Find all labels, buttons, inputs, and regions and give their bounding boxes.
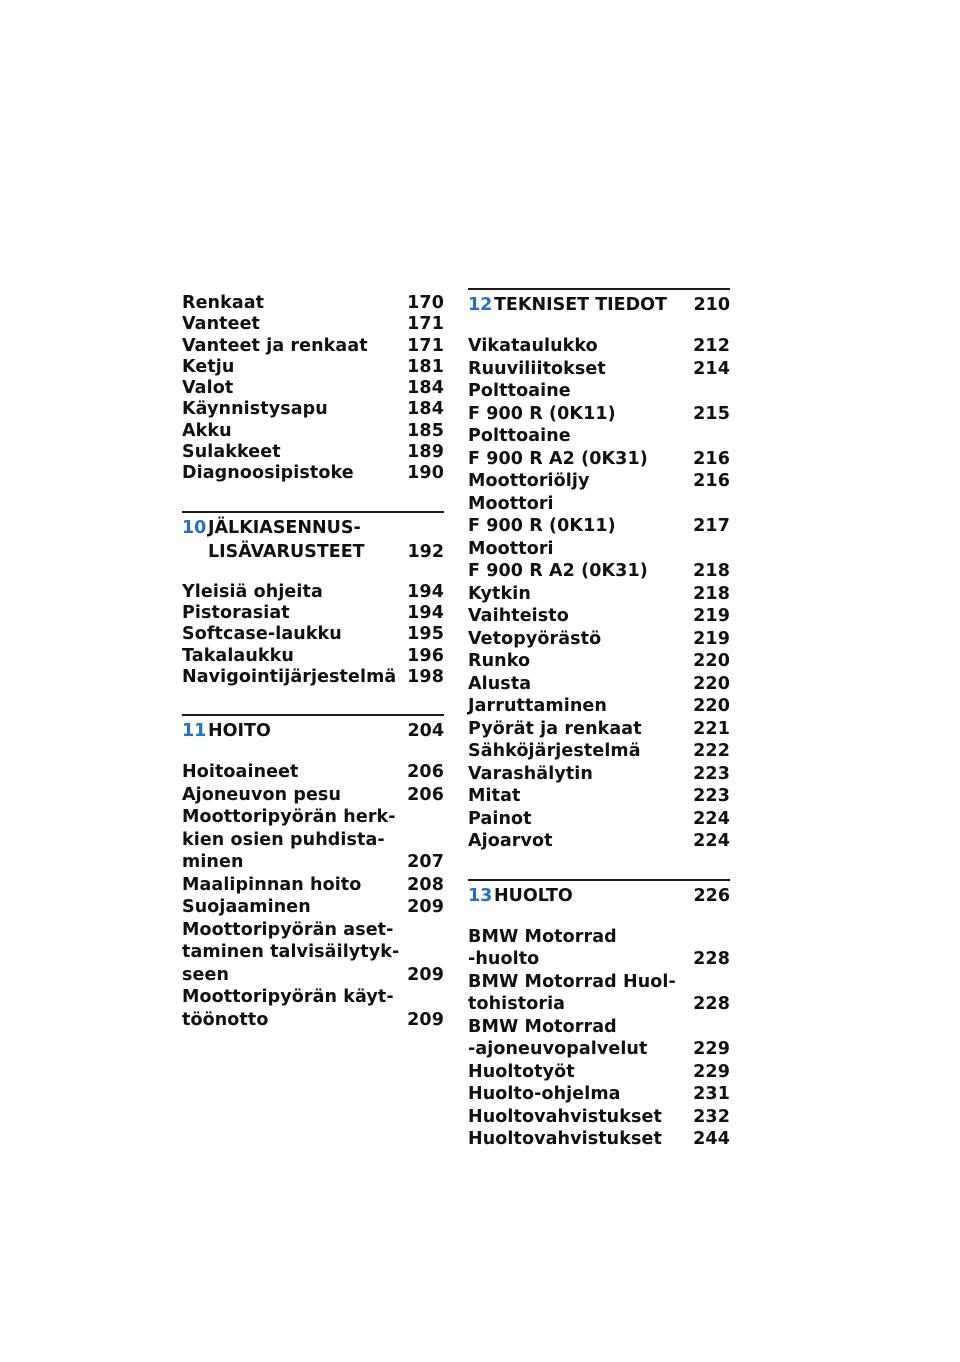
toc-entry-title: Painot — [468, 808, 532, 829]
toc-entry[interactable] — [182, 603, 444, 624]
toc-entry[interactable] — [468, 628, 730, 651]
section-12-heading[interactable] — [468, 293, 730, 317]
toc-entry[interactable] — [182, 314, 444, 335]
section-10-heading[interactable] — [182, 516, 444, 564]
toc-entry[interactable] — [468, 605, 730, 628]
toc-entry-page: 190 — [407, 463, 444, 484]
toc-entry[interactable] — [468, 515, 730, 538]
section-title-line1: JÄLKIASENNUS- — [208, 517, 361, 538]
toc-entry[interactable] — [182, 964, 444, 987]
toc-section-11 — [182, 714, 444, 1031]
toc-entry-title: Ketju — [182, 356, 235, 377]
toc-entry-title: Softcase-laukku — [182, 624, 342, 645]
toc-entry[interactable] — [468, 1016, 730, 1039]
toc-entry-title: Pyörät ja renkaat — [468, 718, 642, 739]
toc-entry-page: 229 — [693, 1061, 730, 1082]
toc-entry-title: taminen talvisäilytyk- — [182, 942, 400, 963]
toc-entry-title: Huoltovahvistukset — [468, 1129, 662, 1149]
toc-entry-page: 219 — [693, 628, 730, 649]
toc-entry-page: 171 — [407, 314, 444, 335]
section-page-number: 192 — [407, 541, 444, 562]
toc-entry-page: 223 — [693, 786, 730, 806]
toc-entry-title: F 900 R (0K11) — [468, 403, 616, 424]
section-number: 10 — [182, 517, 207, 538]
toc-entry-title: Valot — [182, 378, 234, 399]
toc-section-12 — [468, 288, 730, 853]
toc-entry-title: Jarruttaminen — [468, 696, 607, 716]
toc-entry[interactable] — [468, 403, 730, 426]
toc-entry[interactable] — [182, 646, 444, 667]
toc-entry-title: Navigointijärjestelmä — [182, 666, 397, 687]
toc-entry-page: 222 — [693, 741, 730, 761]
toc-entry[interactable] — [468, 1038, 730, 1061]
toc-entry-title: Polttoaine — [468, 426, 571, 446]
section-title: HUOLTO — [494, 885, 573, 906]
toc-entry-page: 206 — [407, 784, 444, 805]
toc-entry-page: 196 — [407, 645, 444, 666]
toc-entry-title: BMW Motorrad — [468, 926, 617, 947]
toc-entry-page: 244 — [693, 1129, 730, 1149]
toc-entry[interactable] — [468, 763, 730, 786]
toc-entry-title: Vetopyörästö — [468, 628, 602, 649]
toc-entry-title: Polttoaine — [468, 381, 571, 401]
section-page-number: 204 — [407, 721, 444, 742]
toc-entry-title: Käynnistysapu — [182, 399, 328, 420]
toc-entry-title: Moottoripyörän käyt- — [182, 987, 394, 1008]
toc-entry-title: Moottoriöljy — [468, 471, 590, 491]
toc-entry[interactable] — [182, 582, 444, 603]
toc-entry-title: seen — [182, 964, 230, 985]
toc-entry-title: kien osien puhdista- — [182, 829, 385, 850]
toc-entry-page: 181 — [407, 356, 444, 377]
section-11-entries — [182, 761, 444, 1031]
toc-entry-title: Vanteet ja renkaat — [182, 335, 368, 356]
toc-entry-page: 223 — [693, 763, 730, 784]
toc-entry[interactable] — [182, 336, 444, 357]
toc-entry[interactable] — [468, 830, 730, 853]
toc-entry-title: Runko — [468, 651, 531, 671]
toc-entry[interactable] — [182, 293, 444, 314]
toc-entry-title: Pistorasiat — [182, 602, 290, 623]
toc-entry-page: 217 — [693, 516, 730, 536]
toc-entry-page: 194 — [407, 602, 444, 623]
toc-entry-page: 198 — [407, 666, 444, 687]
toc-entry-page: 218 — [693, 583, 730, 604]
toc-entry[interactable] — [468, 470, 730, 493]
toc-entry-title: tohistoria — [468, 994, 566, 1014]
toc-entry[interactable] — [468, 808, 730, 831]
toc-entry-title: Sulakkeet — [182, 442, 281, 463]
toc-entry-title: -ajoneuvopalvelut — [468, 1039, 648, 1059]
toc-entry[interactable] — [468, 1061, 730, 1084]
toc-top-entries — [182, 293, 444, 485]
toc-entry-title: F 900 R A2 (0K31) — [468, 561, 648, 581]
toc-entry[interactable] — [182, 399, 444, 420]
toc-entry-title: Ajoneuvon pesu — [182, 784, 342, 805]
toc-left-column — [182, 293, 444, 1031]
toc-entry-page: 212 — [693, 336, 730, 356]
toc-entry[interactable] — [468, 1106, 730, 1129]
toc-entry[interactable] — [182, 829, 444, 852]
toc-entry-title: -huolto — [468, 949, 540, 969]
toc-entry[interactable] — [468, 926, 730, 949]
toc-entry-title: BMW Motorrad — [468, 1016, 617, 1037]
toc-entry[interactable] — [468, 358, 730, 381]
toc-entry-page: 206 — [407, 762, 444, 783]
toc-entry-page: 224 — [693, 831, 730, 851]
toc-entry-title: Huolto-ohjelma — [468, 1084, 621, 1104]
toc-entry[interactable] — [182, 378, 444, 399]
toc-entry[interactable] — [182, 896, 444, 919]
toc-entry[interactable] — [182, 357, 444, 378]
toc-entry-title: F 900 R (0K11) — [468, 516, 616, 536]
toc-entry-title: Moottoripyörän herk- — [182, 807, 396, 828]
section-title: TEKNISET TIEDOT — [494, 295, 667, 315]
toc-entry-page: 171 — [407, 335, 444, 356]
toc-entry-title: Kytkin — [468, 583, 531, 604]
toc-entry[interactable] — [182, 784, 444, 807]
toc-entry-page: 220 — [693, 673, 730, 694]
toc-entry-title: Akku — [182, 420, 232, 441]
toc-entry[interactable] — [468, 425, 730, 448]
toc-entry[interactable] — [468, 673, 730, 696]
toc-entry-title: töönotto — [182, 1009, 269, 1030]
toc-entry-title: Varashälytin — [468, 763, 593, 784]
toc-entry-page: 221 — [693, 718, 730, 739]
toc-entry[interactable] — [468, 948, 730, 971]
toc-entry-title: Sähköjärjestelmä — [468, 741, 641, 761]
toc-entry[interactable] — [468, 493, 730, 516]
toc-entry-page: 218 — [693, 561, 730, 581]
toc-entry[interactable] — [182, 624, 444, 645]
toc-entry-page: 195 — [407, 624, 444, 645]
toc-entry[interactable] — [468, 380, 730, 403]
toc-entry-page: 216 — [693, 448, 730, 469]
section-title-line2: LISÄVARUSTEET — [208, 541, 365, 562]
toc-entry-title: F 900 R A2 (0K31) — [468, 448, 648, 469]
toc-entry-page: 207 — [407, 852, 444, 873]
toc-entry-page: 194 — [407, 581, 444, 602]
toc-entry[interactable] — [182, 851, 444, 874]
toc-entry-page: 231 — [693, 1084, 730, 1104]
toc-entry[interactable] — [468, 1128, 730, 1151]
toc-entry-page: 229 — [693, 1039, 730, 1059]
section-title: HOITO — [208, 721, 271, 742]
toc-entry-page: 220 — [693, 696, 730, 716]
toc-entry[interactable] — [182, 463, 444, 484]
toc-entry-page: 184 — [407, 399, 444, 420]
toc-entry-title: Diagnoosipistoke — [182, 463, 354, 484]
toc-entry[interactable] — [468, 785, 730, 808]
toc-entry-title: BMW Motorrad Huol- — [468, 971, 676, 992]
section-11-heading[interactable] — [182, 719, 444, 743]
toc-entry-title: Suojaaminen — [182, 897, 311, 918]
toc-entry-title: Vanteet — [182, 314, 261, 335]
section-13-entries — [468, 926, 730, 1151]
toc-entry-title: Alusta — [468, 673, 532, 694]
toc-entry[interactable] — [182, 1009, 444, 1032]
toc-entry[interactable] — [182, 874, 444, 897]
toc-entry-title: Moottori — [468, 538, 554, 559]
toc-entry[interactable] — [182, 761, 444, 784]
toc-entry[interactable] — [468, 695, 730, 718]
toc-entry-page: 228 — [693, 949, 730, 969]
section-10-entries — [182, 582, 444, 688]
toc-entry-title: Ruuviliitokset — [468, 358, 606, 379]
toc-entry[interactable] — [468, 583, 730, 606]
toc-entry-page: 224 — [693, 808, 730, 829]
toc-right-column — [468, 288, 730, 1151]
toc-entry-title: Vikataulukko — [468, 336, 598, 356]
toc-entry-page: 232 — [693, 1106, 730, 1127]
toc-entry[interactable] — [468, 971, 730, 994]
toc-entry-page: 214 — [693, 358, 730, 379]
toc-section-13 — [468, 879, 730, 1151]
toc-section-10 — [182, 511, 444, 688]
toc-entry-title: Ajoarvot — [468, 831, 553, 851]
toc-entry-page: 189 — [407, 442, 444, 463]
toc-entry-page: 220 — [693, 651, 730, 671]
toc-entry[interactable] — [182, 421, 444, 442]
toc-entry[interactable] — [182, 806, 444, 829]
toc-entry-title: Yleisiä ohjeita — [182, 581, 323, 602]
toc-entry[interactable] — [468, 1083, 730, 1106]
toc-entry-page: 209 — [407, 964, 444, 985]
toc-entry-page: 208 — [407, 874, 444, 895]
toc-entry[interactable] — [468, 538, 730, 561]
toc-entry[interactable] — [468, 650, 730, 673]
toc-entry-page: 184 — [407, 378, 444, 399]
toc-entry-title: Vaihteisto — [468, 606, 569, 626]
toc-entry-page: 216 — [693, 471, 730, 491]
section-number: 11 — [182, 721, 207, 742]
toc-entry[interactable] — [468, 335, 730, 358]
section-number: 12 — [468, 295, 493, 315]
toc-entry-title: minen — [182, 852, 244, 873]
toc-entry[interactable] — [182, 986, 444, 1009]
toc-entry-title: Hoitoaineet — [182, 762, 299, 783]
toc-entry[interactable] — [468, 718, 730, 741]
toc-entry-page: 185 — [407, 420, 444, 441]
toc-entry-title: Huoltotyöt — [468, 1061, 575, 1082]
toc-entry[interactable] — [182, 442, 444, 463]
toc-entry-page: 170 — [407, 293, 444, 313]
toc-entry[interactable] — [468, 740, 730, 763]
toc-entry[interactable] — [182, 667, 444, 688]
toc-entry-page: 215 — [693, 403, 730, 424]
toc-entry-title: Moottoripyörän aset- — [182, 919, 394, 940]
section-12-entries — [468, 335, 730, 853]
section-page-number: 210 — [693, 295, 730, 315]
toc-entry[interactable] — [468, 448, 730, 471]
section-number: 13 — [468, 885, 493, 906]
toc-entry-title: Maalipinnan hoito — [182, 874, 362, 895]
section-13-heading[interactable] — [468, 884, 730, 908]
toc-entry[interactable] — [182, 941, 444, 964]
toc-entry-page: 209 — [407, 897, 444, 918]
toc-entry[interactable] — [468, 993, 730, 1016]
section-page-number: 226 — [693, 885, 730, 906]
toc-entry[interactable] — [468, 560, 730, 583]
toc-entry-title: Renkaat — [182, 293, 265, 313]
toc-entry-title: Moottori — [468, 493, 554, 514]
toc-entry-page: 209 — [407, 1009, 444, 1030]
toc-entry-title: Takalaukku — [182, 645, 294, 666]
toc-entry-page: 219 — [693, 606, 730, 626]
toc-entry-title: Mitat — [468, 786, 521, 806]
toc-entry-page: 228 — [693, 994, 730, 1014]
toc-entry[interactable] — [182, 919, 444, 942]
toc-entry-title: Huoltovahvistukset — [468, 1106, 662, 1127]
